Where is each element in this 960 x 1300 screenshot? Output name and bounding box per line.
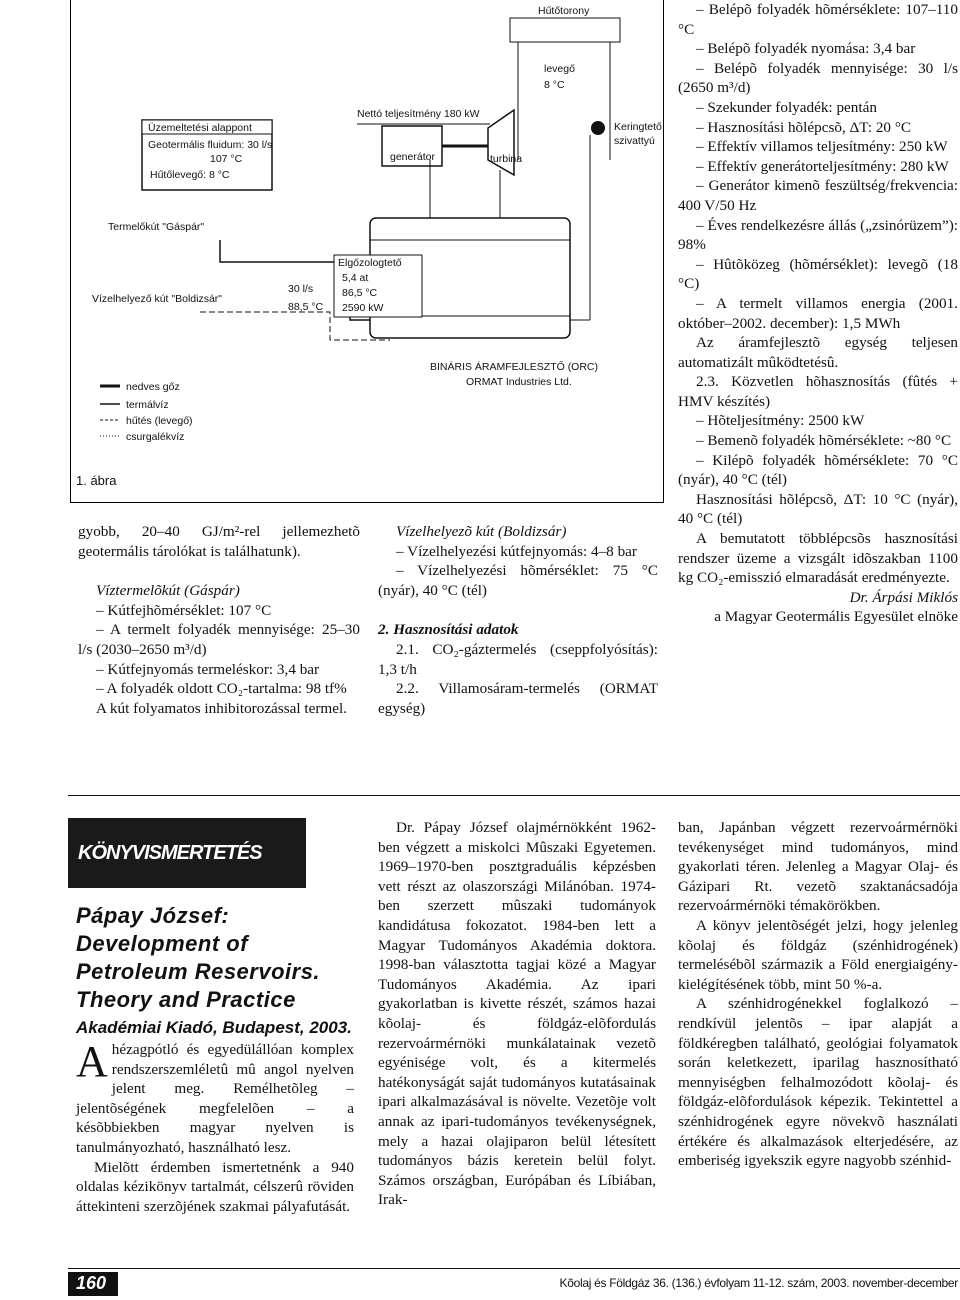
turbine-label: turbina — [490, 153, 523, 165]
review-col3-p1: ban, Japánban végzett rezervoármérnöki tevékenységet mind tudományos, mind gyakorlati téren. Jelenleg a Magyar Olaj- és Gázipari Rt. vezetõ szaktanácsadója rezervoármérnöki témakörökben. — [678, 819, 958, 915]
book-title: Pápay József: Development of Petroleum Reservoirs. Theory and Practice — [76, 903, 321, 1012]
orc-item-1: – Belépõ folyadék hõmérséklete: 107–110 °C — [678, 1, 958, 38]
section-2-heading: 2. Hasznosítási adatok — [378, 621, 519, 639]
legend-item-3: hűtés (levegő) — [126, 415, 193, 427]
book-info — [76, 902, 354, 1038]
review-col3-p2: A könyv jelentõségét jelzi, hogy jelenleg kõolaj és földgáz (szénhidrogének) termelésébõl származik a Föld energiaigény-kielégítésének több, mint 50 %-a. — [678, 916, 958, 993]
air-label-2: 8 °C — [544, 79, 565, 91]
flow-label-1: 30 l/s — [288, 283, 314, 295]
author-affiliation: a Magyar Geotermális Egyesület elnöke — [714, 608, 958, 626]
summary-text: A bemutatott többlépcsõs hasznosítási rendszer üzeme a vizsgált idõszakban 1100 kg CO₂-emisszió elmaradását eredményezte. — [678, 530, 958, 587]
pump-symbol — [591, 121, 605, 135]
review-header-box — [68, 818, 306, 888]
orc-diagram — [70, 0, 670, 500]
heat-item-3: – Kilépõ folyadék hõmérséklete: 70 °C (nyár), 40 °C (tél) — [678, 451, 958, 489]
legend-item-4: csurgalékvíz — [126, 431, 185, 443]
intro-text: gyobb, 20–40 GJ/m²-rel jellemezhetõ geotermális tárolókat is találhatunk). — [78, 523, 360, 560]
producer-item-4: – A folyadék oldott CO₂-tartalma: 98 tf% — [96, 680, 347, 698]
orc-item-3: – Belépõ folyadék mennyisége: 30 l/s (2650 m³/d) — [678, 59, 958, 97]
orc-item-7: – Effektív generátorteljesítmény: 280 kW — [696, 157, 949, 175]
legend-item-1: nedves gőz — [126, 381, 180, 393]
section-2-2: 2.2. Villamosáram-termelés (ORMAT egység) — [378, 680, 658, 717]
orc-label: BINÁRIS ÁRAMFEJLESZTŐ (ORC) — [430, 361, 599, 373]
net-power-label: Nettó teljesítmény 180 kW — [357, 108, 480, 120]
column-3-top — [678, 0, 958, 627]
orc-item-6: – Effektív villamos teljesítmény: 250 kW — [696, 138, 948, 156]
producer-item-5: A kút folyamatos inhibitorozással termel. — [96, 699, 347, 717]
evaporator-label: Elgőzologtető — [338, 257, 402, 269]
dropcap: A — [76, 1037, 108, 1086]
orc-item-9: – Éves rendelkezésre állás („zsinórüzem”): 98% — [678, 216, 958, 254]
footer-rule — [68, 1268, 960, 1269]
pump-label-2: szivattyú — [614, 135, 655, 147]
review-p1: hézagpótló és egyedülállóan komplex rendszerszemléletû mû angol nyelven jelent meg. Remélhetõleg – jelentõségének megfelelõen – a késõbbiekben magyar nyelven is tanulmányozható, használható lesz. — [76, 1041, 354, 1156]
heat-item-2: – Bemenõ folyadék hõmérséklete: ~80 °C — [696, 432, 952, 450]
flow-label-2: 88,5 °C — [288, 301, 324, 313]
ops-line3: Hűtőlevegő: 8 °C — [150, 169, 230, 181]
cooling-tower-label: Hűtőtorony — [538, 5, 590, 17]
orc-item-4: – Szekunder folyadék: pentán — [696, 98, 877, 116]
producer-well-label: Termelőkút "Gáspár" — [108, 221, 205, 233]
figure-1 — [70, 0, 670, 500]
orc-item-5: – Hasznosítási hõlépcsõ, ΔT: 20 °C — [696, 118, 912, 136]
orc-company: ORMAT Industries Ltd. — [466, 376, 572, 388]
injector-well-label: Vízelhelyező kút "Boldizsár" — [92, 293, 223, 305]
section-2-1: 2.1. CO₂-gáztermelés (cseppfolyósítás): 1,3 t/h — [378, 640, 658, 678]
page-number-box — [68, 1272, 118, 1296]
page-number: 160 — [76, 1273, 107, 1293]
pump-label-1: Keringtető — [614, 121, 662, 133]
journal-footer: Kõolaj és Földgáz 36. (136.) évfolyam 11-12. szám, 2003. november-december — [559, 1276, 958, 1290]
review-col2: Dr. Pápay József olajmérnökként 1962-ben végzett a miskolci Mûszaki Egyetemen. 1969–1970-ben posztgraduális képzésben vett részt az olaszországi Milánóban. 1974-ben szerzett mûszaki tudományok kandidátusa fokozatot. 1984-ben lett a Magyar Tudományos Akadémia doktora. 1998-ban választotta tagjai közé a Magyar Tudományos Akadémia. Az ipari gyakorlatban is kivette részét, számos hazai kõolaj- és földgáz-elõfordulás rezervoármérnöki munkálatainak vezetõ egyénisége volt, és a kitermelés hatékonyságát saját tudományos kutatásainak ipari alkalmazásával is növelte. Vezetõje volt annak az ipari-tudományos tevékenységnek, mely a hazai olajiparon belül létesített tudományos bázis keretein belül folyt. Számos országban, Európában és Líbiában, Irak- — [378, 819, 656, 1209]
producer-item-1: – Kútfejhõmérséklet: 107 °C — [96, 601, 272, 619]
column-1-top — [78, 522, 360, 718]
author-name: Dr. Árpási Miklós — [849, 588, 958, 606]
review-col1-text — [76, 1037, 354, 1216]
injector-heading: Vízelhelyezõ kút (Boldizsár) — [396, 523, 567, 540]
air-label-1: levegő — [544, 63, 575, 75]
figure-caption: 1. ábra — [76, 473, 117, 488]
generator-label: generátor — [390, 151, 435, 163]
section-2-3: 2.3. Közvetlen hõhasznosítás (fûtés + HMV készítés) — [678, 373, 958, 410]
ops-title: Üzemeltetési alappont — [148, 122, 252, 134]
turbine-shape — [488, 110, 514, 175]
orc-note: Az áramfejlesztõ egység teljesen automatizált mûködtetésû. — [678, 334, 958, 371]
injector-item-1: – Vízelhelyezési kútfejnyomás: 4–8 bar — [396, 542, 637, 560]
review-col2-text — [378, 818, 656, 1210]
orc-item-11: – A termelt villamos energia (2001. október–2002. december): 1,5 MWh — [678, 294, 958, 332]
ops-line1: Geotermális fluidum: 30 l/s — [148, 139, 273, 151]
evaporator-power: 2590 kW — [342, 302, 384, 314]
review-col3-text — [678, 818, 958, 1171]
section-divider — [68, 795, 960, 796]
heat-item-4: Hasznosítási hõlépcsõ, ΔT: 10 °C (nyár), 40 °C (tél) — [678, 490, 958, 528]
orc-item-8: – Generátor kimenõ feszültség/frekvencia: 400 V/50 Hz — [678, 177, 958, 214]
book-publisher: Akadémiai Kiadó, Budapest, 2003. — [76, 1018, 352, 1037]
producer-heading: Víztermelõkút (Gáspár) — [96, 582, 240, 600]
review-p2: Mielõtt érdemben ismertetnénk a 940 oldalas kézikönyv tartalmát, célszerû röviden áttekinteni szerzõjének szakmai pályafutását. — [76, 1158, 354, 1215]
producer-item-3: – Kútfejnyomás termeléskor: 3,4 bar — [96, 660, 320, 678]
ops-line2: 107 °C — [210, 153, 243, 165]
injector-item-2: – Vízelhelyezési hõmérséklet: 75 °C (nyár), 40 °C (tél) — [378, 562, 658, 599]
orc-item-2: – Belépõ folyadék nyomása: 3,4 bar — [696, 40, 916, 58]
evaporator-pressure: 5,4 at — [342, 272, 369, 284]
review-header: KÖNYVISMERTETÉS — [78, 842, 262, 864]
cooling-tower — [510, 18, 620, 42]
heat-item-1: – Hõteljesítmény: 2500 kW — [696, 412, 865, 430]
producer-item-2: – A termelt folyadék mennyisége: 25–30 l/s (2030–2650 m³/d) — [78, 621, 360, 658]
legend-item-2: termálvíz — [126, 399, 169, 411]
review-col3-p3: A szénhidrogénekkel foglalkozó – rendkívül jelentõs – ipar alapját a földkéregben található, geológiai folyamatok során keletkezett, iparilag hasznosítható mennyiségben felhalmozódott kõolaj- és földgáz-elõfordulások képezik. Tekintettel a szénhidrogének egyre növekvõ használati értékére és alkalmazások elterjedésére, az emberiség igyekszik egyre nagyobb szénhid- — [678, 995, 958, 1170]
legend — [100, 381, 193, 443]
column-2-top — [378, 522, 658, 718]
evaporator-temp: 86,5 °C — [342, 287, 378, 299]
orc-item-10: – Hûtõközeg (hõmérséklet): levegõ (18 °C) — [678, 255, 958, 293]
